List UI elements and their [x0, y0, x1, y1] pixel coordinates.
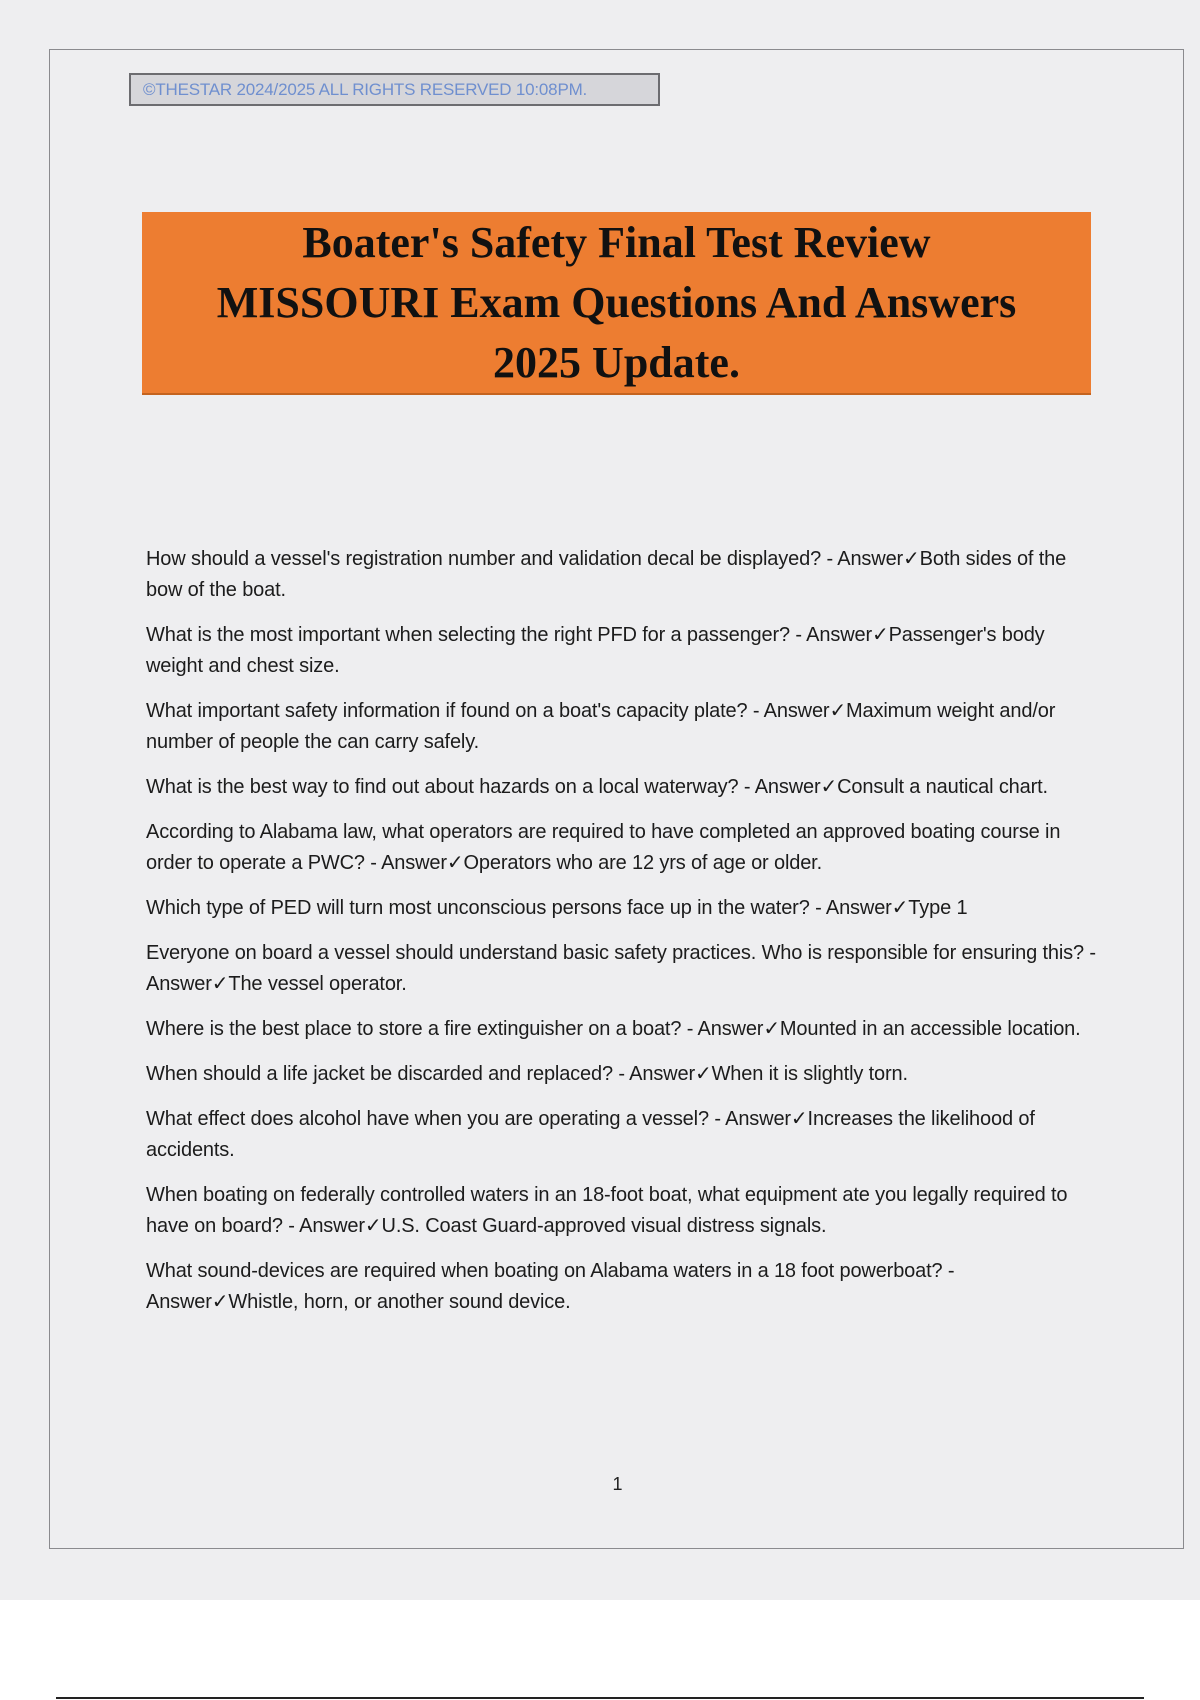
question-answer-list — [146, 544, 1106, 1332]
qa-item: Where is the best place to store a fire extinguisher on a boat? - Answer✓Mounted in an accessible location. — [146, 1018, 1081, 1040]
bottom-divider — [56, 1697, 1144, 1699]
qa-item: What important safety information if found on a boat's capacity plate? - Answer✓Maximum weight and/or number of people the can carry safely. — [146, 700, 1056, 753]
qa-item: How should a vessel's registration number and validation decal be displayed? - Answer✓Both sides of the bow of the boat. — [146, 548, 1067, 601]
qa-item: When should a life jacket be discarded and replaced? - Answer✓When it is slightly torn. — [146, 1063, 908, 1085]
qa-item: What sound-devices are required when boating on Alabama waters in a 18 foot powerboat? - Answer✓Whistle, horn, or another sound device. — [146, 1260, 955, 1313]
qa-item: According to Alabama law, what operators are required to have completed an approved boating course in order to operate a PWC? - Answer✓Operators who are 12 yrs of age or older. — [146, 821, 1061, 874]
title-line-2: MISSOURI Exam Questions And Answers — [216, 277, 1017, 327]
qa-item: When boating on federally controlled waters in an 18-foot boat, what equipment ate you legally required to have on board? - Answer✓U.S. Coast Guard-approved visual distress signals. — [146, 1184, 1068, 1237]
title-line-3: 2025 Update. — [493, 337, 740, 387]
qa-item: Everyone on board a vessel should understand basic safety practices. Who is responsible for ensuring this? - Answer✓The vessel operator. — [146, 942, 1096, 995]
page-number: 1 — [612, 1474, 623, 1494]
qa-item: What is the best way to find out about hazards on a local waterway? - Answer✓Consult a nautical chart. — [146, 776, 1048, 798]
qa-item: Which type of PED will turn most unconscious persons face up in the water? - Answer✓Type 1 — [146, 897, 968, 919]
title-line-1: Boater's Safety Final Test Review — [302, 217, 931, 267]
qa-item: What is the most important when selecting the right PFD for a passenger? - Answer✓Passenger's body weight and chest size. — [146, 624, 1045, 677]
copyright-banner: ©THESTAR 2024/2025 ALL RIGHTS RESERVED 10:08PM. — [129, 73, 660, 106]
qa-item: What effect does alcohol have when you are operating a vessel? - Answer✓Increases the likelihood of accidents. — [146, 1108, 1035, 1161]
title-banner — [142, 212, 1091, 395]
